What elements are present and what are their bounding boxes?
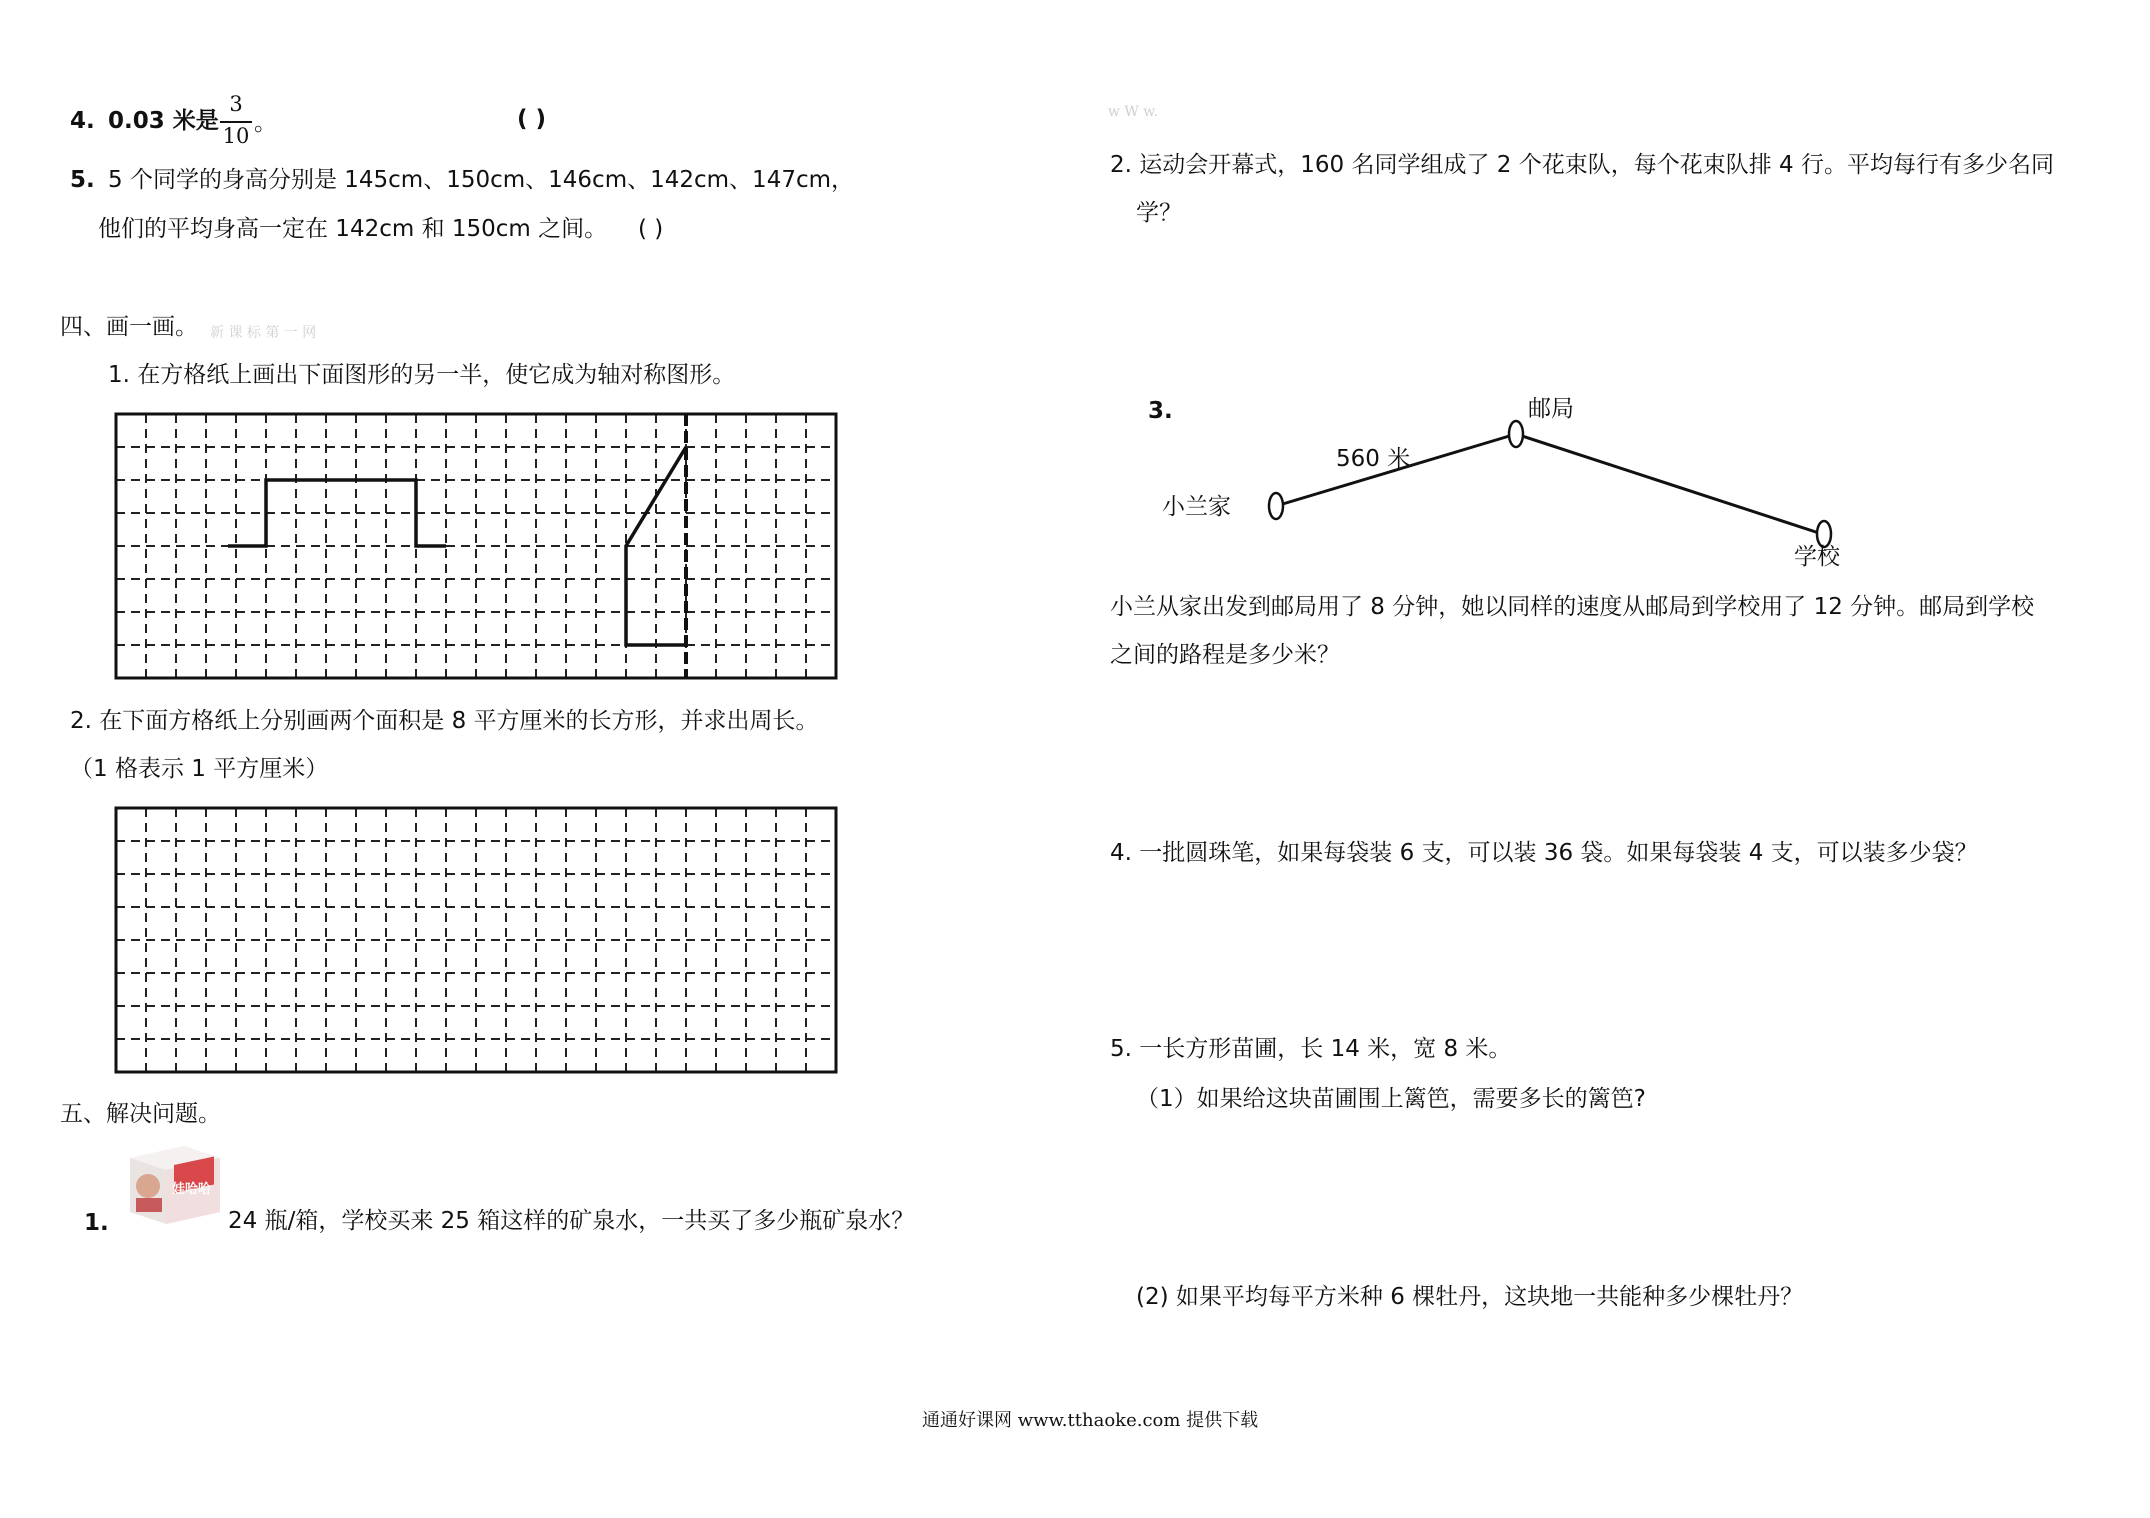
q5-line1: 5 个同学的身高分别是 145cm、150cm、146cm、142cm、147cm， <box>108 167 855 193</box>
r-q5-text: 5. 一长方形苗圃，长 14 米，宽 8 米。 <box>1110 1036 1512 1062</box>
r-q3-number: 3. <box>1148 398 1173 424</box>
draw1-instruction: 1. 在方格纸上画出下面图形的另一半，使它成为轴对称图形。 <box>108 362 736 388</box>
draw2-instruction-line2: （1 格表示 1 平方厘米） <box>70 756 329 782</box>
draw2-instruction-line1: 2. 在下面方格纸上分别画两个面积是 8 平方厘米的长方形，并求出周长。 <box>70 708 819 734</box>
r-q5-sub1: （1）如果给这块苗圃围上篱笆，需要多长的篱笆? <box>1136 1086 1646 1112</box>
label-post-office: 邮局 <box>1528 396 1574 422</box>
r-q3-line1: 小兰从家出发到邮局用了 8 分钟，她以同样的速度从邮局到学校用了 12 分钟。邮局到学校 <box>1110 594 2035 620</box>
route-diagram <box>1150 400 1750 540</box>
section4-title: 四、画一画。 <box>60 314 198 340</box>
solve1-number: 1. <box>84 1210 109 1236</box>
r-q4-text: 4. 一批圆珠笔，如果每袋装 6 支，可以装 36 袋。如果每袋装 4 支，可以装多少袋？ <box>1110 840 1978 866</box>
label-home: 小兰家 <box>1162 494 1231 520</box>
footer-credit: 通通好课网 www.tthaoke.com 提供下载 <box>922 1410 1259 1431</box>
section4-watermark: 新 课 标 第 一 网 <box>210 325 317 341</box>
fraction-denominator: 10 <box>222 124 250 148</box>
r-q5-sub2: (2) 如果平均每平方米种 6 棵牡丹，这块地一共能种多少棵牡丹？ <box>1136 1284 1804 1310</box>
fraction-numerator: 3 <box>229 92 243 116</box>
right-watermark: w W w. <box>1108 104 1159 120</box>
r-q2-line2: 学？ <box>1136 200 1182 226</box>
fraction-bar <box>220 121 252 123</box>
label-school: 学校 <box>1794 544 1840 570</box>
water-box-picture <box>122 1142 224 1226</box>
q4-text: 0.03 米是 <box>108 108 219 134</box>
q4-period: 。 <box>254 110 277 136</box>
r-q2-line1: 2. 运动会开幕式，160 名同学组成了 2 个花束队，每个花束队排 4 行。平均每行有多少名同 <box>1110 152 2054 178</box>
q4-answer-parens[interactable]: ( ) <box>517 106 547 132</box>
grid-paper-1[interactable] <box>116 414 836 678</box>
solve1-text: 24 瓶/箱，学校买来 25 箱这样的矿泉水，一共买了多少瓶矿泉水？ <box>228 1208 915 1234</box>
q5-answer-parens[interactable]: ( ) <box>638 216 664 242</box>
q4-number: 4. <box>70 108 95 134</box>
q5-line2: 他们的平均身高一定在 142cm 和 150cm 之间。 <box>98 216 608 242</box>
label-distance: 560 米 <box>1336 446 1411 472</box>
q5-number: 5. <box>70 167 95 193</box>
section5-title: 五、解决问题。 <box>60 1101 221 1127</box>
water-box-brand-label: 娃哈哈 <box>172 1182 212 1197</box>
r-q3-line2: 之间的路程是多少米？ <box>1110 642 1340 668</box>
grid-paper-2[interactable] <box>116 808 836 1072</box>
